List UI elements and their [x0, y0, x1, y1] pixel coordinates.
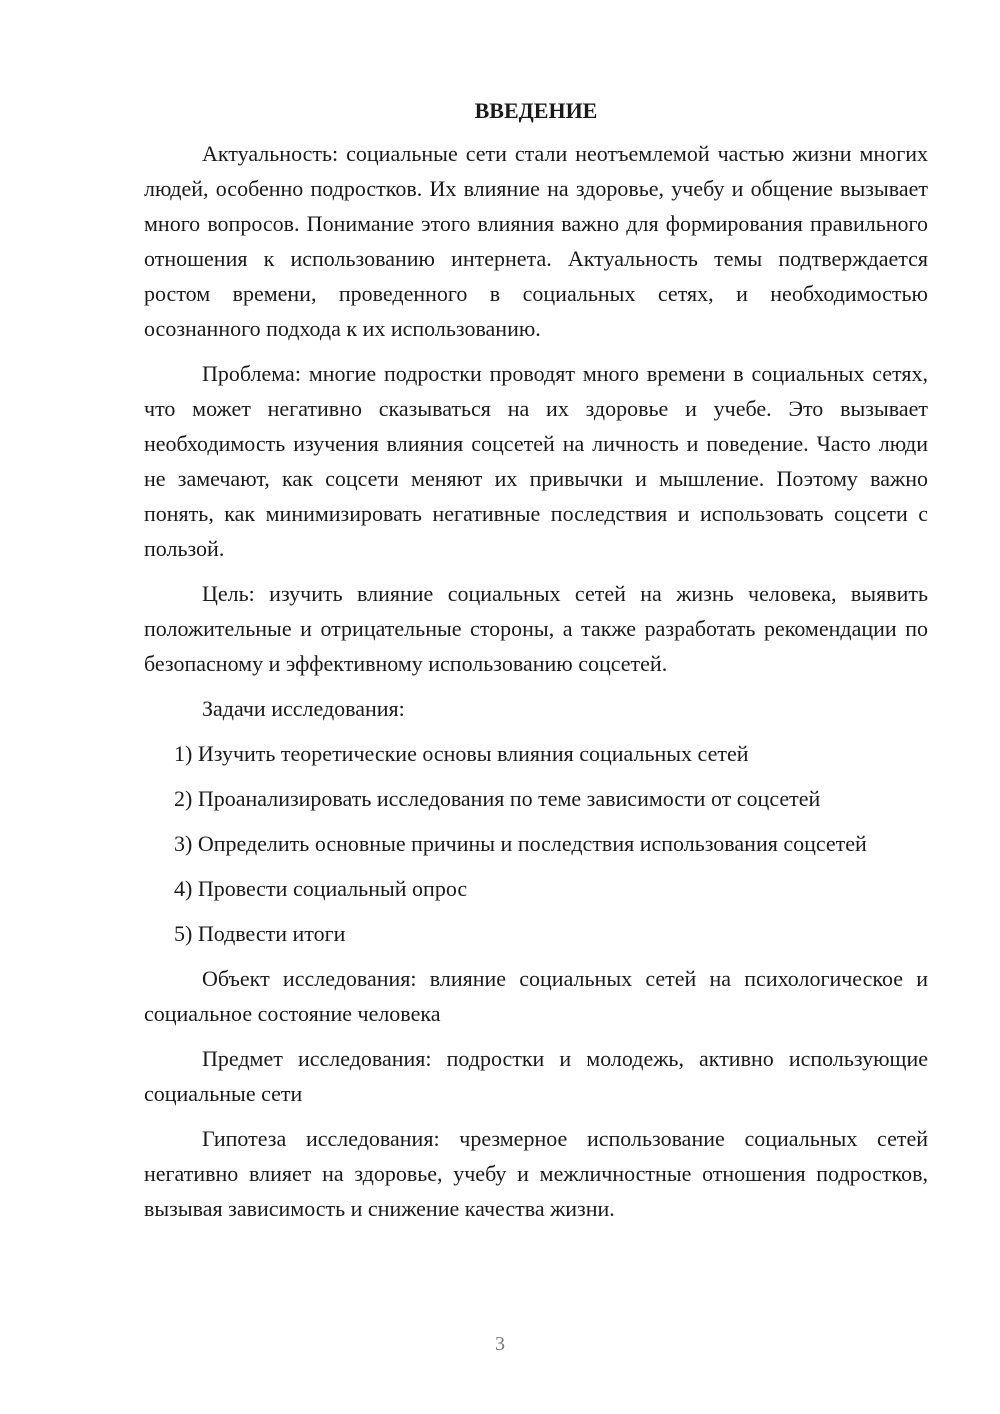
- hypothesis-paragraph: Гипотеза исследования: чрезмерное использование социальных сетей негативно влияет на здоровье, учебу и межличностные отношения подростков, вызывая зависимость и снижение качества жизни.: [144, 1126, 928, 1221]
- page-content: [144, 96, 928, 1226]
- task-item-1: 1) Изучить теоретические основы влияния социальных сетей: [174, 741, 749, 766]
- object-paragraph: Объект исследования: влияние социальных сетей на психологическое и социальное состояние человека: [144, 966, 928, 1026]
- task-item-2: 2) Проанализировать исследования по теме зависимости от соцсетей: [174, 786, 821, 811]
- goal-paragraph: Цель: изучить влияние социальных сетей на жизнь человека, выявить положительные и отрицательные стороны, а также разработать рекомендации по безопасному и эффективному использованию соцсетей.: [144, 581, 928, 676]
- subject-paragraph: Предмет исследования: подростки и молодежь, активно использующие социальные сети: [144, 1046, 928, 1106]
- relevance-paragraph: Актуальность: социальные сети стали неотъемлемой частью жизни многих людей, особенно подростков. Их влияние на здоровье, учебу и общение вызывает много вопросов. Понимание этого влияния важно для формирования правильного отношения к использованию интернета. Актуальность темы подтверждается ростом времени, проведенного в социальных сетях, и необходимостью осознанного подхода к их использованию.: [144, 141, 928, 341]
- tasks-title: Задачи исследования:: [202, 696, 405, 721]
- task-item-4: 4) Провести социальный опрос: [174, 876, 468, 901]
- task-item-3: 3) Определить основные причины и последствия использования соцсетей: [174, 831, 867, 856]
- page-number: 3: [495, 1333, 505, 1355]
- section-heading: ВВЕДЕНИЕ: [474, 98, 598, 123]
- problem-paragraph: Проблема: многие подростки проводят много времени в социальных сетях, что может негативно сказываться на их здоровье и учебе. Это вызывает необходимость изучения влияния соцсетей на личность и поведение. Часто люди не замечают, как соцсети меняют их привычки и мышление. Поэтому важно понять, как минимизировать негативные последствия и использовать соцсети с пользой.: [144, 361, 928, 561]
- task-item-5: 5) Подвести итоги: [174, 921, 346, 946]
